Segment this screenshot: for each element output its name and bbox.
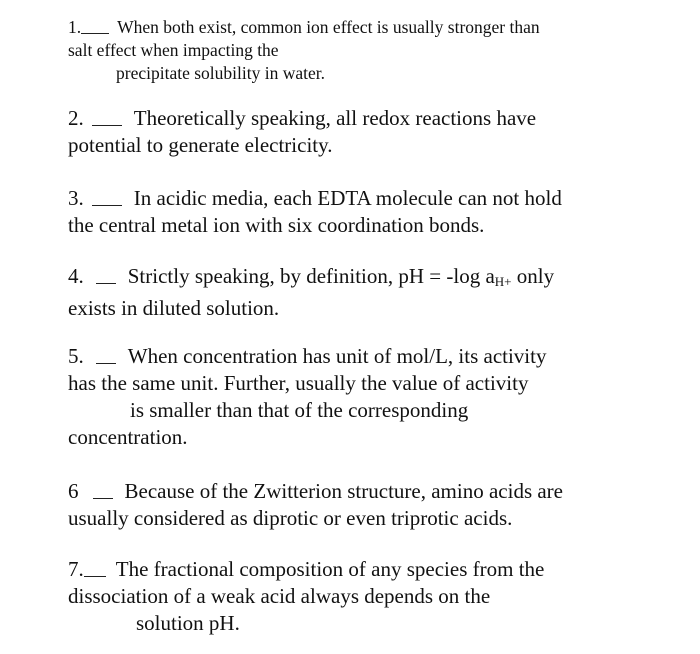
- question-text: When concentration has unit of mol/L, its activity: [127, 344, 547, 368]
- question-6: [68, 478, 668, 532]
- question-line: [68, 478, 668, 505]
- question-7: [68, 556, 668, 637]
- answer-blank[interactable]: [92, 123, 122, 126]
- question-text: dissociation of a weak acid always depends on the: [68, 584, 491, 608]
- answer-blank[interactable]: [84, 574, 106, 577]
- question-text: Because of the Zwitterion structure, amino acids are: [124, 479, 563, 503]
- question-3: [68, 185, 668, 239]
- question-text: Theoretically speaking, all redox reactions have: [133, 106, 537, 130]
- answer-blank[interactable]: [92, 203, 122, 206]
- question-number: 2.: [68, 106, 84, 130]
- question-text: salt effect when impacting the: [68, 40, 279, 60]
- answer-blank[interactable]: [96, 281, 116, 284]
- question-line: [68, 556, 668, 583]
- question-number: 4.: [68, 264, 84, 288]
- question-text: The fractional composition of any species from the: [115, 557, 545, 581]
- question-number: 5.: [68, 344, 84, 368]
- question-number: 3.: [68, 186, 84, 210]
- answer-blank[interactable]: [81, 31, 109, 34]
- question-text: has the same unit. Further, usually the value of activity: [68, 371, 529, 395]
- question-number: 6: [68, 479, 79, 503]
- question-line: [68, 343, 668, 370]
- question-line: [68, 263, 668, 295]
- question-1: [68, 16, 668, 85]
- question-number: 7.: [68, 557, 84, 581]
- question-text: exists in diluted solution.: [68, 296, 280, 320]
- answer-blank[interactable]: [96, 361, 116, 364]
- question-text: Strictly speaking, by definition, pH = -log a: [127, 264, 495, 288]
- question-line: [68, 105, 668, 132]
- question-line: [68, 16, 668, 39]
- question-2: [68, 105, 668, 159]
- question-text: solution pH.: [136, 611, 240, 635]
- question-text: potential to generate electricity.: [68, 133, 333, 157]
- answer-blank[interactable]: [93, 496, 113, 499]
- question-text: precipitate solubility in water.: [116, 63, 325, 83]
- question-text: the central metal ion with six coordination bonds.: [68, 213, 485, 237]
- activity-subscript: H+: [494, 274, 512, 289]
- question-number: 1.: [68, 17, 82, 37]
- question-line: [68, 185, 668, 212]
- question-text: When both exist, common ion effect is usually stronger than: [117, 17, 540, 37]
- question-4: [68, 263, 668, 322]
- question-text: only: [511, 264, 555, 288]
- question-text: usually considered as diprotic or even triprotic acids.: [68, 506, 513, 530]
- question-5: [68, 343, 668, 451]
- question-text: is smaller than that of the corresponding: [130, 398, 469, 422]
- question-text: In acidic media, each EDTA molecule can not hold: [133, 186, 562, 210]
- question-text: concentration.: [68, 425, 188, 449]
